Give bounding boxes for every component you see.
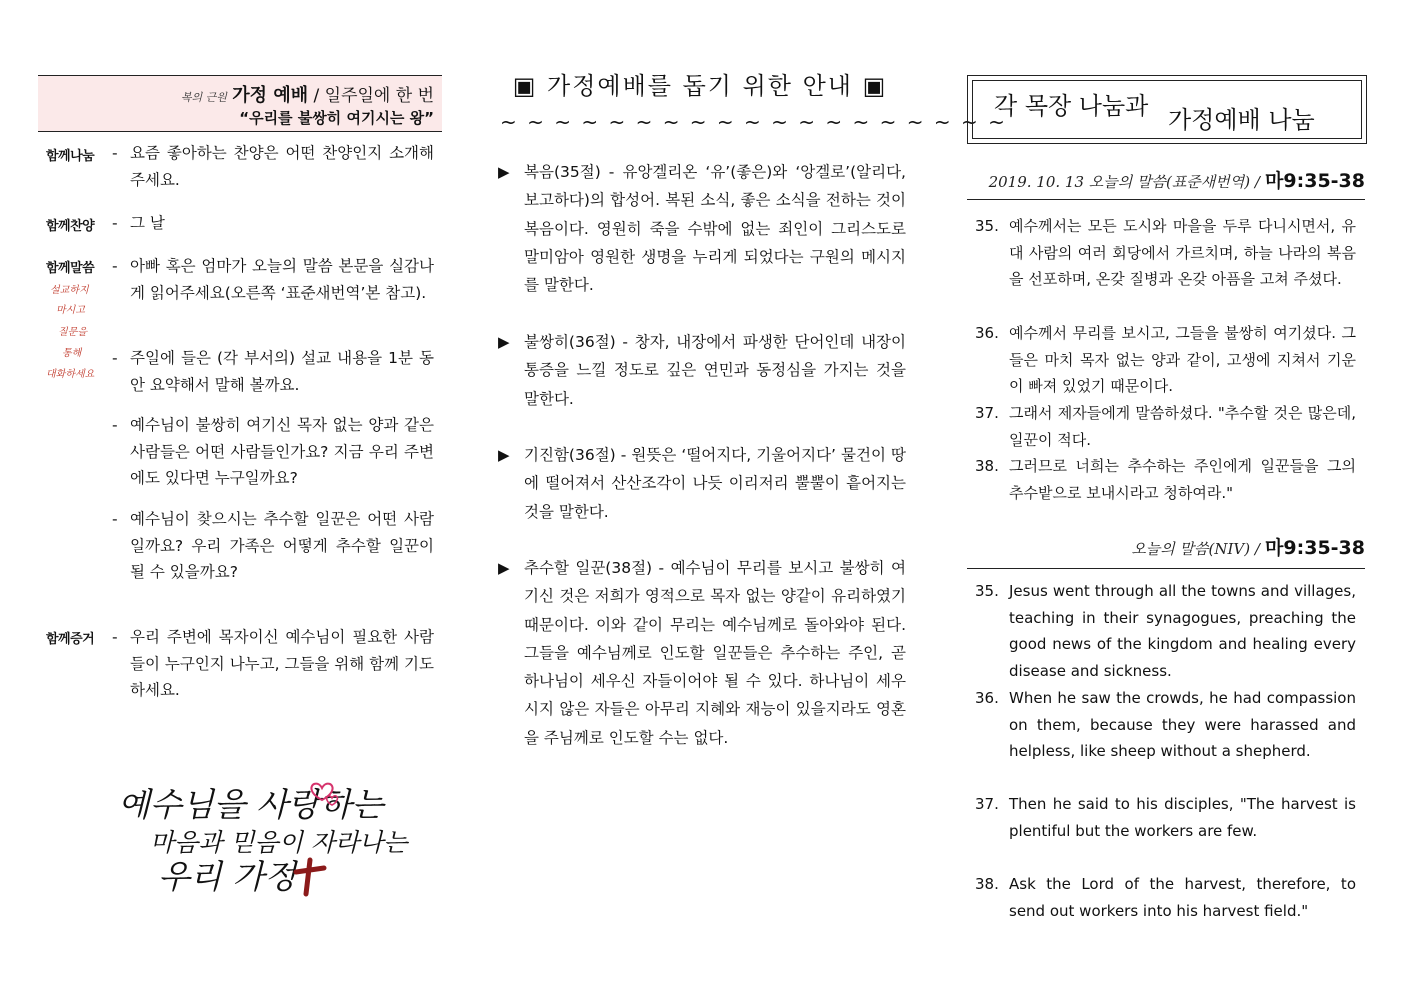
box-title-a: 각 목장 나눔과: [994, 92, 1149, 120]
calligraphy-image: [110, 768, 408, 898]
play-arrow-icon: ▶: [498, 333, 510, 351]
witness-item: - 우리 주변에 목자이신 예수님이 필요한 사람들이 누구인지 나누고, 그들을 위해 함께 기도하세요.: [112, 628, 435, 699]
word-sublabel: 질문을: [58, 327, 87, 338]
word-item: - 예수님이 찾으시는 추수할 일꾼은 어떤 사람일까요? 우리 가족은 어떻게 추수할 일꾼이 될 수 있을까요?: [112, 510, 434, 581]
play-arrow-icon: ▶: [498, 163, 510, 181]
sharing-item: - 요즘 좋아하는 찬양은 어떤 찬양인지 소개해 주세요.: [112, 144, 434, 189]
english-verse: 35. Jesus went through all the towns and villages, teaching in their synagogues, preaching the good news of the kingdom and healing every disease and sickness.: [975, 582, 1356, 680]
tilde-divider: ~ ~ ~ ~ ~ ~ ~ ~ ~ ~ ~ ~ ~ ~ ~ ~ ~ ~ ~: [500, 110, 1007, 134]
guide-item: ▶ 불쌍히(36절) - 창자, 내장에서 파생한 단어인데 내장이 통증을 느낄 정도로 깊은 연민과 동정심을 가지는 것을 말한다.: [498, 328, 906, 413]
word-sublabel: 설교하지: [50, 285, 89, 296]
divider-line: [967, 568, 1365, 569]
sharing-title-box: [967, 75, 1367, 144]
guide-item: ▶ 복음(35절) - 유앙겔리온 ‘유’(좋은)와 ‘앙겔로’(알리다, 보고하다)의 합성어. 복된 소식, 좋은 소식을 전하는 것이 복음이다. 영원히 죽을 수밖에 없는 죄인이 그리스도로 말미암아 영원한 생명을 누리게 되었다는 구원의 메시지를 말한다.: [498, 158, 906, 299]
cross-icon: [296, 860, 324, 894]
korean-verse: 36. 예수께서 무리를 보시고, 그들을 불쌍히 여기셨다. 그들은 마치 목자 없는 양과 같이, 고생에 지쳐서 기운이 빠져 있었기 때문이다.: [975, 324, 1356, 395]
play-arrow-icon: ▶: [498, 559, 510, 577]
word-item: - 예수님이 불쌍히 여기신 목자 없는 양과 같은 사람들은 어떤 사람들인가요? 지금 우리 주변에도 있다면 누구일까요?: [112, 416, 434, 487]
section-label-word: 함께말씀: [46, 261, 95, 276]
guide-title: ▣ 가정예배를 돕기 위한 안내 ▣: [512, 72, 888, 100]
korean-verse: 38. 그러므로 너희는 추수하는 주인에게 일꾼들을 그의 추수밭으로 보내시라고 청하여라.": [975, 457, 1356, 502]
sermon-title: “우리를 불쌍히 여기시는 왕”: [239, 109, 434, 127]
korean-verse: 37. 그래서 제자들에게 말씀하셨다. "추수할 것은 많은데, 일꾼이 적다.: [975, 404, 1356, 449]
calligraphy-line: 마음과 믿음이 자라나는: [150, 828, 408, 857]
word-sublabel: 마시고: [56, 305, 85, 316]
praise-item: - 그 날: [112, 214, 165, 232]
calligraphy-line: 우리 가정: [158, 857, 297, 896]
play-arrow-icon: ▶: [498, 446, 510, 464]
divider-line: [967, 199, 1365, 200]
english-verse: 36. When he saw the crowds, he had compassion on them, because they were harassed and helpless, like sheep without a shepherd.: [975, 689, 1356, 760]
english-verse: 38. Ask the Lord of the harvest, therefore, to send out workers into his harvest field.": [975, 875, 1356, 920]
section-label-praise: 함께찬양: [46, 219, 95, 234]
guide-item: ▶ 추수할 일꾼(38절) - 예수님이 무리를 보시고 불쌍히 여기신 것은 저희가 영적으로 목자 없는 양같이 유리하였기 때문이다. 이와 같이 무리는 예수님께로 돌아와야 된다. 그들을 예수님께로 인도할 일꾼들은 추수하는 주인, 곧 하나님이 세우신 자들이어야 될 수 있다. 하나님이 세우시지 않은 자들은 아무리 지혜와 재능이 있을지라도 영혼을 주님께로 인도할 수는 없다.: [498, 554, 906, 752]
english-reference: 오늘의 말씀(NIV) / 마9:35-38: [1131, 537, 1365, 559]
guide-item: ▶ 기진함(36절) - 원뜻은 ‘떨어지다, 기울어지다’ 물건이 땅에 떨어져서 산산조각이 나듯 이리저리 뿔뿔이 흩어지는 것을 말한다.: [498, 441, 906, 526]
worship-subtitle: / 일주일에 한 번: [313, 86, 434, 106]
word-item: - 주일에 들은 (각 부서의) 설교 내용을 1분 동안 요약해서 말해 볼까요.: [112, 349, 434, 394]
source-label: 복의 근원: [180, 91, 227, 104]
word-sublabel: 대화하세요: [46, 369, 95, 380]
section-label-sharing: 함께나눔: [46, 149, 95, 164]
word-item: - 아빠 혹은 엄마가 오늘의 말씀 본문을 실감나게 읽어주세요(오른쪽 ‘표준새번역’본 참고).: [112, 257, 434, 302]
calligraphy-line: 예수님을 사랑하는: [118, 785, 384, 824]
worship-header: [38, 75, 442, 132]
word-sublabel: 통해: [62, 348, 82, 359]
korean-verse: 35. 예수께서는 모든 도시와 마을을 두루 다니시면서, 유대 사람의 여러 회당에서 가르치며, 하늘 나라의 복음을 선포하며, 온갖 질병과 온갖 아픔을 고쳐 주셨다.: [975, 217, 1356, 288]
english-verse: 37. Then he said to his disciples, "The harvest is plentiful but the workers are few.: [975, 795, 1356, 840]
korean-reference: 2019. 10. 13 오늘의 말씀(표준새번역) / 마9:35-38: [988, 170, 1365, 192]
worship-title: 가정 예배: [232, 85, 309, 106]
box-title-b: 가정예배 나눔: [1168, 106, 1315, 134]
section-label-witness: 함께증거: [46, 632, 95, 647]
